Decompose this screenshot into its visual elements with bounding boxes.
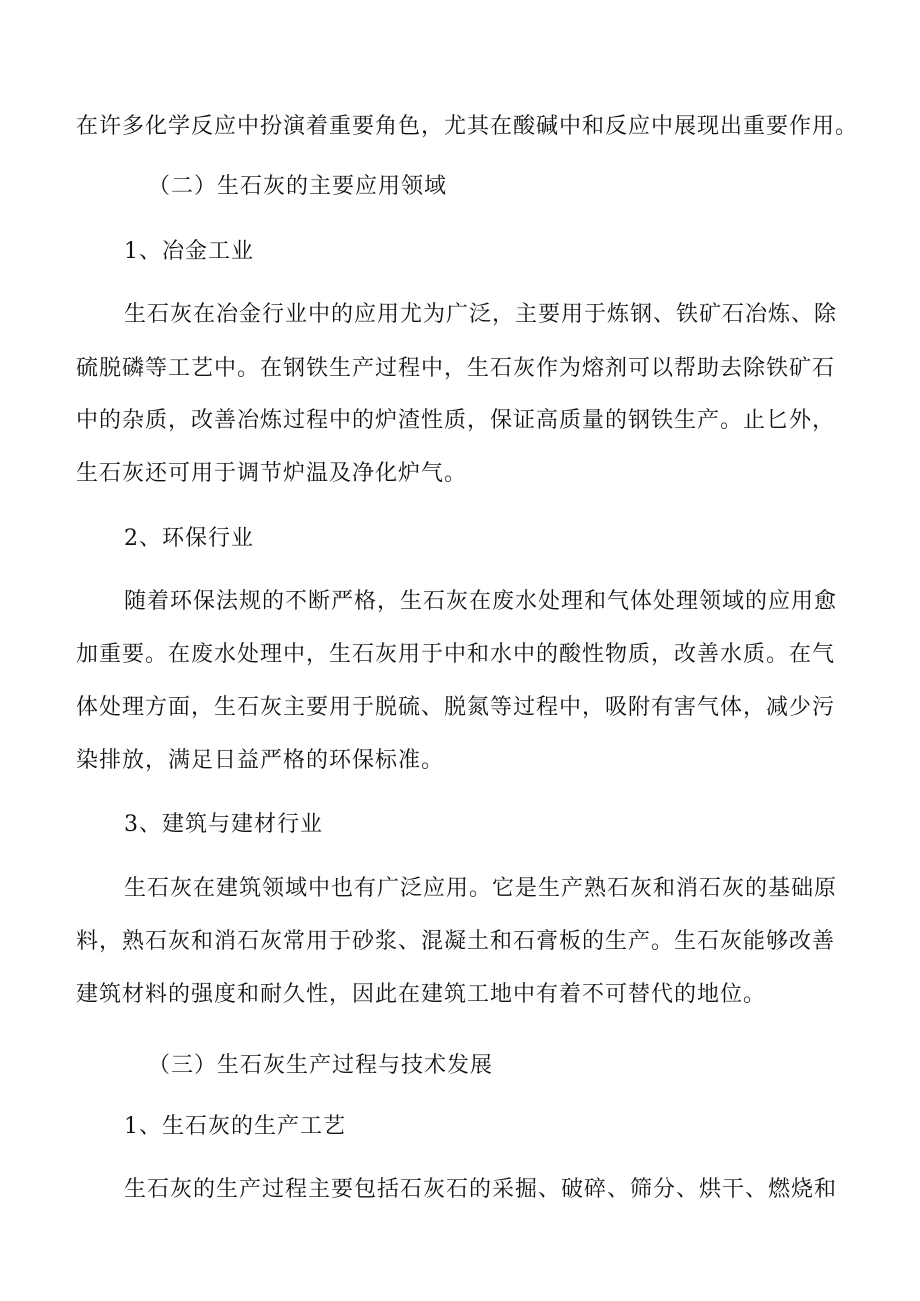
subsection-heading: 2、环保行业: [124, 526, 254, 551]
paragraph-line: 在许多化学反应中扮演着重要角色，尤其在酸碱中和反应中展现出重要作用。: [76, 114, 859, 139]
subsection-heading: 1、冶金工业: [124, 239, 254, 264]
paragraph-line: 生石灰还可用于调节炉温及净化炉气。: [76, 461, 468, 486]
paragraph-line: 中的杂质，改善冶炼过程中的炉渣性质，保证高质量的钢铁生产。止匕外，: [76, 408, 836, 433]
section-heading: （二）生石灰的主要应用领域: [148, 174, 448, 199]
paragraph-line: 生石灰在冶金行业中的应用尤为广泛，主要用于炼钢、铁矿石冶炼、除: [124, 302, 838, 327]
paragraph-line: 建筑材料的强度和耐久性，因此在建筑工地中有着不可替代的地位。: [76, 982, 767, 1007]
paragraph-line: 生石灰的生产过程主要包括石灰石的采掘、破碎、筛分、烘干、燃烧和: [124, 1177, 838, 1202]
paragraph-line: 生石灰在建筑领域中也有广泛应用。它是生产熟石灰和消石灰的基础原: [124, 876, 838, 901]
subsection-heading: 3、建筑与建材行业: [124, 812, 323, 837]
paragraph-line: 硫脱磷等工艺中。在钢铁生产过程中，生石灰作为熔剂可以帮助去除铁矿石: [76, 356, 836, 381]
subsection-heading: 1、生石灰的生产工艺: [124, 1114, 346, 1139]
paragraph-line: 染排放，满足日益严格的环保标准。: [76, 748, 445, 773]
paragraph-line: 体处理方面，生石灰主要用于脱硫、脱氮等过程中，吸附有害气体，减少污: [76, 695, 836, 720]
paragraph-line: 料，熟石灰和消石灰常用于砂浆、混凝土和石膏板的生产。生石灰能够改善: [76, 929, 836, 954]
paragraph-line: 加重要。在废水处理中，生石灰用于中和水中的酸性物质，改善水质。在气: [76, 642, 836, 667]
paragraph-line: 随着环保法规的不断严格，生石灰在废水处理和气体处理领域的应用愈: [124, 589, 838, 614]
section-heading: （三）生石灰生产过程与技术发展: [148, 1053, 494, 1078]
